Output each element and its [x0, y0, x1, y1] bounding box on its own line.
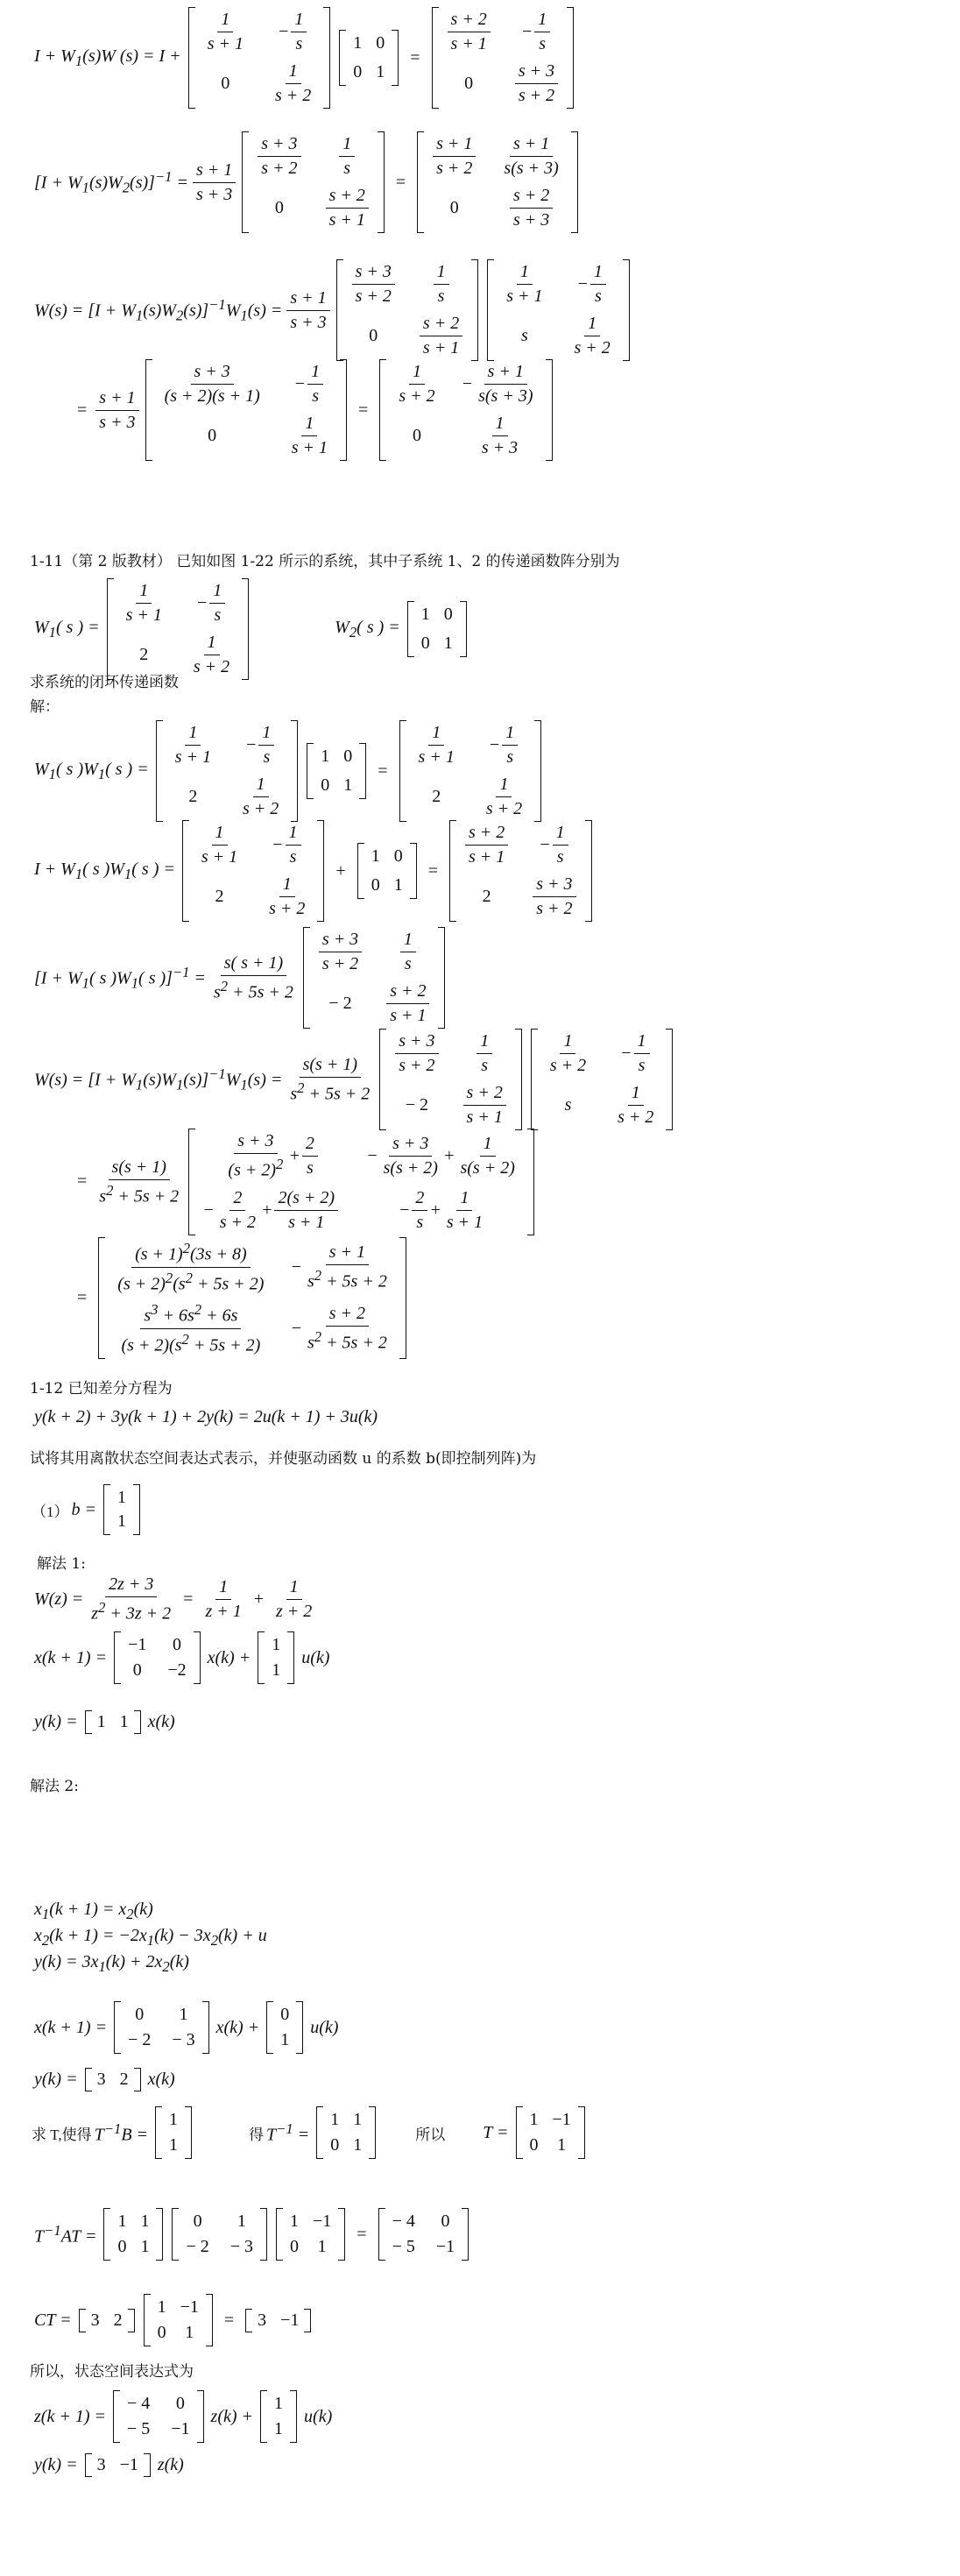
eq-output-z: y(k) = 3 −1 z(k)	[32, 2453, 187, 2477]
eq-W-closed-loop-2: $W(s) = [I + W_1(s)W_1(s)]^{-1}W_1(s)$ = $\frac{s(s + 1)}{s^2 + 5s + 2}$ $\frac{s + 3}{s + 2}$ $\frac{1}{s}$ − 2 $\frac{s + 2}{s + 1}$ $\frac{1}{s + 2}$ − $\frac{1}{s}$ s $\frac{1}{s + 2}$	[32, 1029, 677, 1130]
eq-x2: $x_2(k + 1) = -2x_1(k) - 3x_2(k) + u$	[34, 1926, 267, 1949]
get-Tinv-label: 得	[249, 2126, 265, 2143]
eq-y: $y(k) = 3x_1(k) + 2x_2(k)$	[34, 1952, 189, 1975]
problem-1-11-title: 1-11（第 2 版教材） 已知如图 1-22 所示的系统，其中子系统 1、2 的传递函数阵分别为	[30, 553, 620, 570]
problem-1-12-title: 1-12 已知差分方程为	[30, 1380, 173, 1398]
eq-CT: CT = 3 2 1 −1 0 1 = 3 −1	[32, 2294, 315, 2346]
eq-W-closed-loop-2b: = $\frac{s(s + 1)}{s^2 + 5s + 2}$ $\frac{s + 3}{(s + 2)^2}$ + $\frac{2}{s}$ − $\frac{s + 3}{s(s + 2)}$ + $\frac{1}{s(s + 2)}$ − $\frac{2}{s + 2}$ + $\frac{2(s + 2)}{s + 1}$ − $\frac{2}{s}$ + $\frac{1}{s + 1}$	[70, 1129, 539, 1235]
eq-W1W1: $W_1$( s )$W_1$( s ) = $\frac{1}{s + 1}$ − $\frac{1}{s}$ 2 $\frac{1}{s + 2}$ 1 0 0 1 = $\frac{1}{s + 1}$ − $\frac{1}{s}$ 2 $\frac{1}{s + 2}$	[32, 720, 546, 822]
so-label: 所以	[415, 2126, 446, 2143]
eq-state-m2: x(k + 1) = 0 1 − 2 − 3 x(k) + 0 1 u(k)	[32, 2001, 341, 2054]
eq-I-plus-W1W: $I + W_1(s)W$ (s) = I + $\frac{1}{s + 1}$ − $\frac{1}{s}$ 0 $\frac{1}{s + 2}$ 1 0 0 1 = $\frac{s + 2}{s + 1}$ − $\frac{1}{s}$ 0 $\frac{s + 3}{s + 2}$	[32, 7, 578, 109]
method-1-label: 解法 1:	[37, 1555, 86, 1573]
eq-Wz: W(z) = $\frac{2z + 3}{z^2 + 3z + 2}$ = $\frac{1}{z + 1}$ + $\frac{1}{z + 2}$	[34, 1575, 313, 1624]
eq-difference: y(k + 2) + 3y(k + 1) + 2y(k) = 2u(k + 1) + 3u(k)	[34, 1407, 378, 1426]
eq-state-z: z(k + 1) = − 4 0 − 5 −1 z(k) + 1 1 u(k)	[32, 2390, 335, 2443]
find-T-label: 求 T,使得	[32, 2126, 92, 2143]
eq-I-plus-W1W1: $I + W_1$( s )$W_1$( s ) = $\frac{1}{s + 1}$ − $\frac{1}{s}$ 2 $\frac{1}{s + 2}$ + 1 0 0 1 = $\frac{s + 2}{s + 1}$ − $\frac{1}{s}$ 2 $\frac{s + 3}{s + 2}$	[32, 820, 596, 922]
eq-inverse-2: [$I + W_1$( s )$W_1$( s )]$^{-1}$ = $\frac{s( s + 1)}{s^2 + 5s + 2}$ $\frac{s + 3}{s + 2}$ $\frac{1}{s}$ − 2 $\frac{s + 2}{s + 1}$	[32, 927, 449, 1029]
eq-TinvAT: $T^{-1}AT$ = 1 1 0 1 0 1 − 2 − 3 1 −1 0 1 = − 4 0 − 5 −1	[32, 2208, 473, 2261]
eq-x1: $x_1(k + 1) = x_2(k)$	[34, 1900, 153, 1922]
problem-1-12-ask: 试将其用离散状态空间表达式表示，并使驱动函数 u 的系数 b(即控制列阵)为	[30, 1450, 537, 1468]
method-2-label: 解法 2:	[30, 1778, 79, 1795]
eq-W-closed-loop-2c: = $\frac{(s + 1)^2(3s + 8)}{(s + 2)^2(s^2 + 5s + 2)}$ − $\frac{s + 1}{s^2 + 5s + 2}$ $\frac{s^3 + 6s^2 + 6s}{(s + 2)(s^2 + 5s + 2)}$ − $\frac{s + 2}{s^2 + 5s + 2}$	[70, 1237, 411, 1359]
eq-b-vector: （1） b = 1 1	[32, 1484, 145, 1535]
eq-output-m2: y(k) = 3 2 x(k)	[32, 2068, 178, 2091]
eq-W-closed-loop-1b: = $\frac{s + 1}{s + 3}$ $\frac{s + 3}{(s + 2)(s + 1)}$ − $\frac{1}{s}$ 0 $\frac{1}{s + 1}$ = $\frac{1}{s + 2}$ − $\frac{s + 1}{s(s + 3)}$ 0 $\frac{1}{s + 3}$	[70, 359, 557, 461]
problem-1-11-ask: 求系统的闭环传递函数	[30, 674, 179, 691]
eq-W-closed-loop-1: $W(s) = [I + W_1(s)W_2(s)]^{-1}W_1(s)$ = $\frac{s + 1}{s + 3}$ $\frac{s + 3}{s + 2}$ $\frac{1}{s}$ 0 $\frac{s + 2}{s + 1}$ $\frac{1}{s + 1}$ − $\frac{1}{s}$ s $\frac{1}{s + 2}$	[32, 259, 634, 361]
eq-W1-W2-given: $W_1$( s ) = $\frac{1}{s + 1}$ − $\frac{1}{s}$ 2 $\frac{1}{s + 2}$ $W_2$( s ) = 1 0 0 1	[32, 578, 471, 680]
eq-inverse-1: $[I + W_1(s)W_2(s)]^{-1}$ = $\frac{s + 1}{s + 3}$ $\frac{s + 3}{s + 2}$ $\frac{1}{s}$ 0 $\frac{s + 2}{s + 1}$ = $\frac{s + 1}{s + 2}$ $\frac{s + 1}{s(s + 3)}$ 0 $\frac{s + 2}{s + 3}$	[32, 131, 582, 233]
eq-state-m1: x(k + 1) = −1 0 0 −2 x(k) + 1 1 u(k)	[32, 1631, 332, 1684]
so-state-label: 所以，状态空间表达式为	[30, 2363, 194, 2381]
problem-1-11-solution-label: 解：	[30, 698, 60, 716]
eq-output-m1: y(k) = 1 1 x(k)	[32, 1710, 178, 1734]
eq-find-T: 求 T,使得 $T^{-1}B$ = 1 1 得 $T^{-1}$ = 1 1 0 1 所以 T = 1 −1 0 1	[32, 2106, 589, 2159]
case-label: （1）	[32, 1503, 69, 1520]
